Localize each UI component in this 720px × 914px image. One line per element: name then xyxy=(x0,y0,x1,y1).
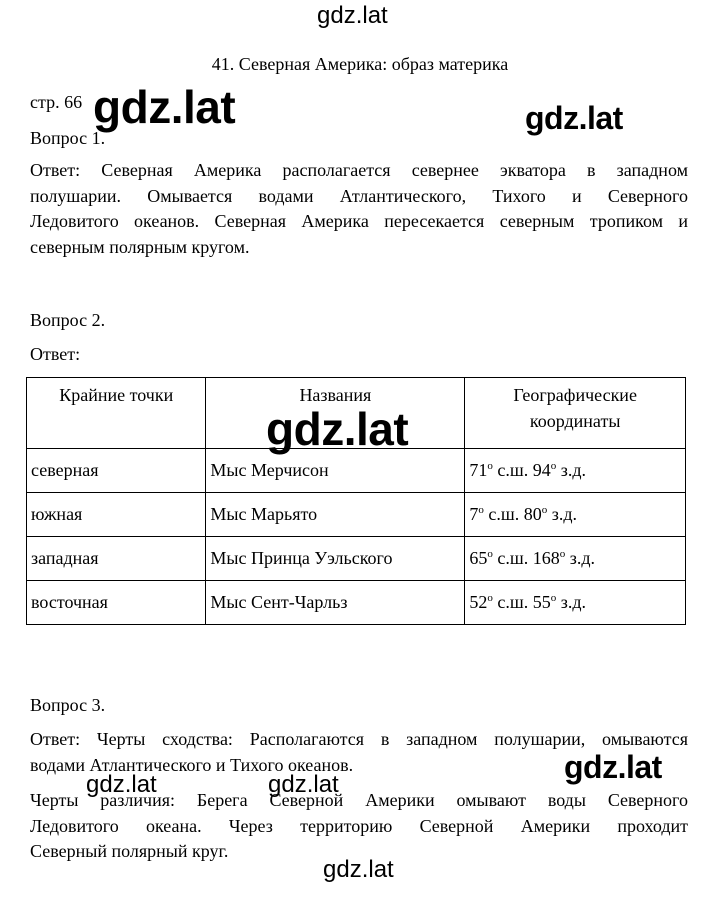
page-reference: стр. 66 xyxy=(30,92,83,112)
table-row xyxy=(27,493,686,537)
cell-name: Мыс Марьято xyxy=(206,493,465,537)
cell-coords: 52$^o$ с.ш. 55$^o$ з.д. xyxy=(465,581,686,625)
answer-line: Ледовитого океанов. Северная Америка пересекается северным тропиком и xyxy=(30,211,688,231)
page-title: 41. Северная Америка: образ материка xyxy=(211,54,509,74)
question-3-differences xyxy=(30,788,688,865)
header-points: Крайние точки xyxy=(27,378,206,449)
watermark-right: gdz.lat xyxy=(525,100,623,136)
cell-name: Мыс Мерчисон xyxy=(206,449,465,493)
question-1-label: Вопрос 1. xyxy=(30,128,106,148)
question-2-label: Вопрос 2. xyxy=(30,310,106,330)
cell-point: восточная xyxy=(27,581,206,625)
table-row xyxy=(27,537,686,581)
watermark-bottom: gdz.lat xyxy=(323,856,394,883)
answer-line: Ответ: Черты сходства: Располагаются в западном полушарии, омываются xyxy=(30,729,688,749)
watermark-top: gdz.lat xyxy=(317,2,388,29)
answer-line: Северный полярный круг. xyxy=(30,841,229,861)
cell-point: южная xyxy=(27,493,206,537)
answer-line: Черты различия: Берега Северной Америки омывают воды Северного xyxy=(30,790,688,810)
cell-coords: 7$^o$ с.ш. 80$^o$ з.д. xyxy=(465,493,686,537)
question-2-answer-label: Ответ: xyxy=(30,344,81,364)
header-names: Названия xyxy=(206,378,465,449)
cell-coords: 65$^o$ с.ш. 168$^o$ з.д. xyxy=(465,537,686,581)
watermark-lower-left: gdz.lat xyxy=(86,771,157,798)
header-coordinates: Географические координаты xyxy=(465,378,686,449)
table-row xyxy=(27,581,686,625)
cell-point: северная xyxy=(27,449,206,493)
watermark-lower-center: gdz.lat xyxy=(268,771,339,798)
watermark-large: gdz.lat xyxy=(93,81,236,133)
question-3-label: Вопрос 3. xyxy=(30,695,106,715)
watermark-table: gdz.lat xyxy=(266,403,409,455)
watermark-lower-right: gdz.lat xyxy=(564,749,662,785)
cell-name: Мыс Принца Уэльского xyxy=(206,537,465,581)
question-1-answer xyxy=(30,158,688,260)
answer-line: водами Атлантического и Тихого океанов. xyxy=(30,754,354,775)
answer-line: северным полярным кругом. xyxy=(30,236,250,257)
cell-coords: 71$^o$ с.ш. 94$^o$ з.д. xyxy=(465,449,686,493)
answer-line: Ледовитого океана. Через территорию Северной Америки проходит xyxy=(30,815,688,836)
answer-line: полушарии. Омывается водами Атлантического, Тихого и Северного xyxy=(30,185,688,206)
answer-line: Ответ: Северная Америка располагается севернее экватора в западном xyxy=(30,160,688,180)
cell-name: Мыс Сент-Чарльз xyxy=(206,581,465,625)
cell-point: западная xyxy=(27,537,206,581)
